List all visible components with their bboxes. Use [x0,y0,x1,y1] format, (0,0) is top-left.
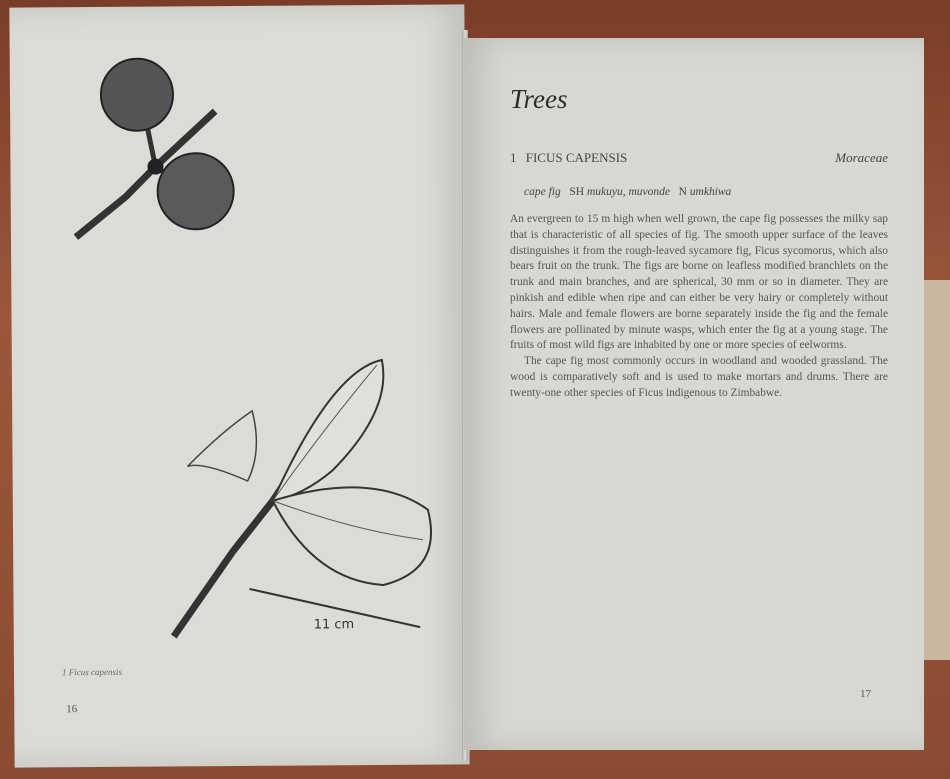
right-page [464,38,924,750]
page-number-right: 17 [860,688,871,700]
shona-prefix: SH [569,186,585,198]
family-name: Moraceae [835,150,888,165]
common-names [524,186,731,198]
background-object [920,280,950,660]
fig-leafy-branch-illustration [162,350,449,642]
left-page [9,4,469,767]
scientific-name: FICUS CAPENSIS [525,150,628,165]
scale-label: 11 cm [313,617,355,633]
ndebele-name: umkhiwa [689,186,732,198]
ndebele-prefix: N [678,186,687,198]
species-description [510,212,888,402]
species-heading [510,150,888,166]
paragraph: An evergreen to 15 m high when well grown, the cape fig possesses the milky sap that is characteristic of all species of fig. The smooth upper surface of the leaves distinguishes it from the rough-leaved sycamore fig, Ficus sycomorus, which also bears fruit on the trunk. The figs are borne on leafless modified branchlets on the trunk and main branches, and are spherical, 30 mm or so in diameter. They are pinkish and edible when ripe and can either be very hairy or completely without hairs. Male and female flowers are borne separately inside the fig and the female flowers are pollinated by minute wasps, which enter the fig at a young stage. The fruits of most wild figs are inhabited by one or more species of eelworms. [510,213,888,352]
figure-caption: 1 Ficus capensis [61,666,123,678]
shona-name: mukuyu, muvonde [586,186,670,198]
english-name: cape fig [524,186,561,198]
entry-number: 1 [510,150,517,165]
page-number-left: 16 [66,703,78,716]
fig-fruit-branch-illustration [65,56,246,247]
section-title: Trees [510,84,568,114]
paragraph: The cape fig most commonly occurs in woodland and wooded grassland. The wood is comparatively soft and is used to make mortars and drums. There are twenty-one other species of Ficus indigenous to Zimbabwe. [510,355,888,399]
